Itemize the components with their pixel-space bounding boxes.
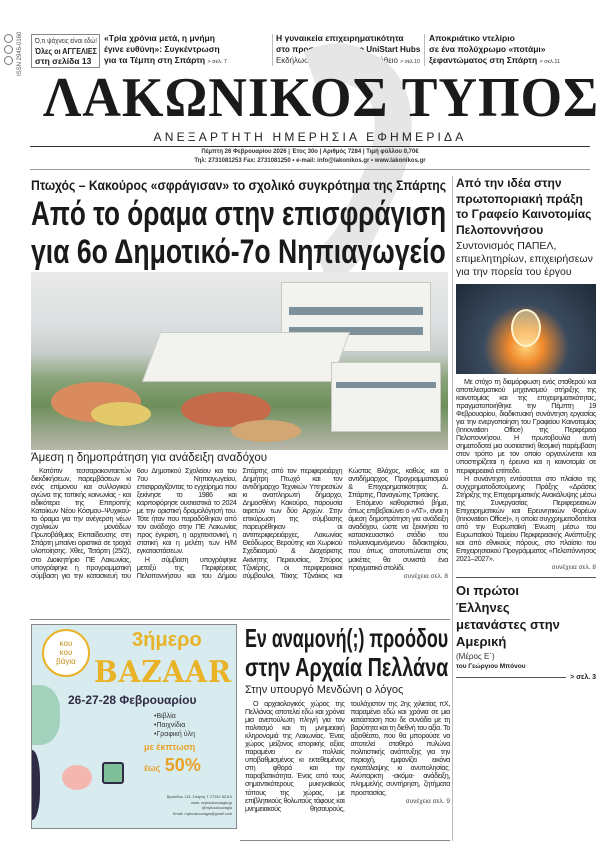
ad-title: BAZAAR — [94, 655, 233, 690]
paragraph: Ο αρχαιολογικός χώρος της Πελλάνας αποτελεί εδώ και χρόνια μια ανεπούλωτη πληγή για τον πολιτισμό και τη μνημειακή κληρονομιά της Λακωνίας. Ένας χώρος μείζονος ιστορικής αξίας παραμένει εν πολλοίς υποβαθμισμένος κι εκτεθειμένος στη φθορά και την παραβατικότητα. Ένας από τους σημαντικότερους μυκηναϊκούς τόπους της χώρας, με επιβλητικούς θολωτούς τάφους και μνημειακούς θησαυρούς, τουλάχιστον της 2ης χιλιετίας πΧ, παραμένει εδώ και χρόνια σε μια κατάσταση που δε συνάδει με τη βαρύτητα και τη διεθνή του αξία. Το αξιοθέατο, που θα μπορούσε να αποτελεί σταθερό πυλώνα πολιτιστικής ανάπτυξης για την περιοχή, εμφανίζει εικόνα εγκατάλειψης κι ανυπολησίας. Ανύπαρκτη -ακόμα- ανάδειξη, πλημμελής συντήρηση, ζητήματα προστασίας. — [245, 699, 451, 813]
divider — [30, 169, 590, 170]
ad-social: @mykoukouvagia — [201, 806, 232, 810]
ad-email: Email: mykoukouvagia@gmail.com — [172, 811, 232, 816]
divider — [272, 34, 273, 66]
newspaper-subtitle: ΑΝΕΞΑΡΤΗΤΗ ΗΜΕΡΗΣΙΑ ΕΦΗΜΕΡΙΔΑ — [153, 130, 467, 144]
divider — [240, 840, 450, 841]
teaser-page: > σελ. 7 — [207, 59, 227, 65]
continued-link[interactable]: συνέχεια σελ. 8 — [551, 564, 596, 572]
teaser-carnival[interactable] — [429, 33, 560, 67]
teaser-title: Αποκριάτικο ντελίριο — [429, 33, 515, 43]
innovation-article-body — [456, 378, 596, 572]
teaser-subtitle: Εκδήλωση την Κυριακή στο Γύθειο — [276, 55, 398, 65]
newspaper-title: ΛΑΚΩΝΙΚΟΣ ΤΥΠΟΣ — [43, 67, 600, 129]
photo-caption: Άμεση η δημοπράτηση για ανάδειξη αναδόχου — [31, 452, 268, 464]
main-kicker — [31, 177, 507, 193]
ad-dates: 26-27-28 Φεβρουαρίου — [68, 693, 197, 707]
paragraph: Η συνάντηση εντάσσεται στο πλαίσιο της συγχρηματοδοτούμενης Πράξης «Δράσεις Στήριξης της Επιχειρηματικής Ανακάλυψης μέσω της Συνεργασίας Περιφερειακών Επιχειρηματικών και Ερευνητικών Φορέων (Innovation Office)», η οποία συγχρηματοδοτείται από την Ευρωπαϊκή Ένωση μέσω του Ευρωπαϊκού Ταμείου Περιφερειακής Ανάπτυξης και από εθνικούς πόρους, στο πλαίσιο του Επιχειρησιακού Προγράμματος «Πελοπόννησος 2021–2027». — [456, 473, 596, 564]
divider — [424, 34, 425, 66]
dateline — [30, 148, 590, 166]
ad-discount: με έκπτωση — [144, 742, 196, 752]
headline-line: Από το όραμα στην επισφράγιση — [31, 195, 447, 233]
teaser-title: ξεφαντώματος στη Σπάρτη — [429, 55, 538, 65]
duck-toy-icon — [62, 765, 92, 790]
ad-item: •Παιχνίδια — [154, 722, 186, 729]
divider — [30, 619, 450, 620]
emigrants-part: (Μέρος Ε΄) — [456, 652, 495, 662]
pellana-article-body — [245, 700, 450, 813]
emigrants-page-link[interactable]: > σελ. 3 — [570, 674, 596, 682]
issn-strip — [2, 32, 28, 76]
lightbulb-innovation-image — [456, 284, 596, 374]
teaser-page: > σελ.10 — [400, 59, 420, 65]
headline-line: για 6ο Δημοτικό-7ο Νηπιαγωγείο — [31, 233, 446, 271]
bus-toy-icon — [102, 762, 124, 784]
bazaar-advertisement[interactable] — [31, 624, 237, 829]
ad-item: •Βιβλία — [154, 713, 176, 720]
divider — [30, 146, 590, 147]
ad-contact — [167, 795, 232, 817]
classifieds-tagline: Ό,τι ψάχνεις είναι εδώ! — [35, 38, 97, 45]
classifieds-box[interactable] — [31, 34, 100, 68]
ad-days: 3ήμερο — [132, 629, 202, 651]
continued-link[interactable]: συνέχεια σελ. 8 — [403, 572, 448, 580]
main-article-body — [31, 467, 448, 581]
masthead — [30, 67, 600, 144]
teaser-title: «Τρία χρόνια μετά, η μνήμη — [104, 33, 215, 43]
headline-line: στην Αρχαία Πελλάνα — [245, 652, 449, 682]
teaser-page: > σελ.11 — [539, 59, 561, 65]
paragraph: Η σύμβαση υπογράφηκε μεταξύ της Περιφέρειας Πελοποννήσου και του Δήμου Σπάρτης από τον περιφερειάρχη Δημήτρη Πτωχό και τον αντιδήμαρχο Τεχνικών Υπηρεσιών κι αναπληρωτή δήμαρχο, Δημοσθένη Κακούρο, παρουσία αιρετών των δύο Αρχών. Στην επικύρωση της σύμβασης παρευρέθηκαν οι αντιπεριφερειάρχες, Λακωνίας Θεόδωρος Βερούτης και Χωρικού Σχεδιασμού & Διαχείρισης Ακίνητης Περιουσίας, Σπύρος Τζινιέρης, οι περιφερειακοί σύμβουλοι, Τάκης Τζινάκος και Κώστας Βλάχος, καθώς και ο αντιδήμαρχος Προγραμματισμού & Επιχειρηματικότητας Δ. Σπάρτης, Παναγιώτης Τριτάκης. — [136, 466, 448, 580]
teaser-title: σε ένα πολύχρωμο «ποτάμι» — [429, 44, 546, 54]
paragraph: Με στόχο τη διαμόρφωση ενός σταθερού και αποτελεσματικού μηχανισμού στήριξης της καινοτομίας και της επιχειρηματικότητας, πραγματοποιήθηκε την Πέμπτη 19 Φεβρουαρίου, διαδικτυακή συνάντηση εργασίας για την ενεργοποίηση του Γραφείου Καινοτομίας (Innovation Office) της Περιφέρεια Πελοποννήσου. Η πρωτοβουλία αυτή σηματοδοτεί μια ουσιαστική θεσμική παρέμβαση στον τρόπο με τον οποίο οργανώνεται και υποστηρίζεται η έρευνα και η καινοτομία σε περιφερειακό επίπεδο. — [456, 377, 596, 475]
lightbulb-icon — [511, 309, 541, 347]
emigrants-page-row — [456, 673, 596, 682]
contact-info: Τηλ: 2731081253 Fax: 2731081250 • e-mail: info@lakonikos.gr • www.lakonikos.gr — [194, 158, 426, 164]
ad-web: www. mykoukouvagia.gr — [191, 800, 232, 805]
issue-info: Πέμπτη 26 Φεβρουαρίου 2026 | Έτος 30ο | Αριθμός 7284 | Τιμή φύλλου 0,70€ — [201, 149, 419, 155]
right-column — [456, 176, 596, 682]
divider — [456, 677, 566, 678]
subtitle-text: Στην υπουργό Μενδώνη ο λόγος — [245, 684, 404, 696]
teaser-tempi[interactable] — [104, 33, 227, 67]
headline-line: Εν αναμονή(;) προόδου — [245, 623, 449, 653]
classifieds-page: στη σελίδα 13 — [35, 56, 92, 66]
certification-icons — [4, 34, 14, 68]
ad-items — [154, 712, 195, 739]
divider — [456, 577, 596, 578]
innovation-subtitle: Συντονισμός ΠΑΠΕΛ, επιμελητηρίων, επιχειρήσεων για την πορεία του έργου — [456, 240, 593, 278]
emigrants-headline[interactable]: Οι πρώτοι Έλληνες μετανάστες στην Αμερική — [456, 583, 560, 650]
ad-decoration — [31, 750, 40, 820]
logo-text: κου — [59, 648, 73, 657]
ad-item: •Γραφική ύλη — [154, 731, 195, 738]
ad-address: Βρασίδου 115, Σπάρτη Τ. 27310 82119 — [166, 795, 232, 799]
ad-percent: 50% — [164, 755, 201, 775]
teaser-title: για τα Τέμπη στη Σπάρτη — [104, 55, 206, 65]
logo-text: βάγια — [56, 657, 76, 666]
emigrants-author: του Γεώργιου Μπόνου — [456, 663, 526, 671]
paragraph: Επόμενο καθοριστικό βήμα, όπως επιβεβαιώνει ο «ΛΤ», είναι η άμεση δημοπράτηση για ανάδειξη αναδόχου, ώστε να ξεκινήσει το κατασκευαστικό στάδιο του πολυαναμενόμενου διδακτηρίου, που όπως αποτυπώνεται στις μακέτες θα συνιστά ένα πραγματικό στολίδι. — [348, 498, 448, 572]
school-rendering-photo — [31, 272, 448, 450]
ad-discount-amount — [144, 754, 201, 779]
teaser-title: στο προσκήνιο από το UniStart Hubs — [276, 44, 421, 54]
teaser-title: Η γυναικεία επιχειρηματικότητα — [276, 33, 404, 43]
koukouvagia-logo — [42, 629, 90, 677]
kicker-text: Πτωχός – Κακούρος «σφράγισαν» το σχολικό συγκρότημα της Σπάρτης — [31, 177, 447, 193]
teaser-title: έγινε ευθύνη»: Συγκέντρωση — [104, 44, 220, 54]
innovation-headline[interactable]: Από την ιδέα στην πρωτοποριακή πράξη το Γραφείο Καινοτομίας Πελοποννήσου — [456, 176, 592, 237]
classifieds-title: Όλες οι ΑΓΓΕΛΙΕΣ — [35, 46, 97, 56]
ad-discount: έως — [144, 763, 161, 773]
continued-link[interactable]: συνέχεια σελ. 9 — [405, 797, 450, 805]
ad-decoration — [31, 685, 60, 745]
logo-text: κου — [59, 639, 73, 648]
issn-number: ISSN 2945-0160 — [17, 31, 23, 76]
paragraph: Κατόπιν τεσσαρακονταετών διεκδικήσεων, παρεμβάσεων κι ενός επίμονου και συλλογικού αγώνα της τοπικής κοινωνίας - και ειδικότερα της Επιτροπής Κατοίκων Νέου Κόσμου–Ψυχικού- το όραμα για την ανέγερση νέων σχολικών μονάδων Πρωτοβάθμιας Εκπαίδευσης στη Σπάρτη μπαίνει οριστικά σε τροχιά υλοποίησης. Χθες, Τετάρτη (25/2), στο Διοικητήριο ΠΕ Λακωνίας, υπογράφηκε η προγραμματική σύμβαση για την κατασκευή του 6ου Δημοτικού Σχολείου και του 7ου Νηπιαγωγείου, επισφραγίζοντας το εγχείρημα που ξεκίνησε το 1986 και καρποφόρησε ουσιαστικά το 2024 με την οριστική δρομολόγησή του. Τότε ήταν που παραδόθηκαν από τον ανάδοχο στην ΠΕ Λακωνίας προς έγκριση, η αρχιτεκτονική, η στατική και η μελέτη των Η/Μ εγκαταστάσεων. — [31, 466, 237, 580]
pellana-subtitle — [245, 684, 403, 697]
column-divider — [452, 176, 453, 841]
